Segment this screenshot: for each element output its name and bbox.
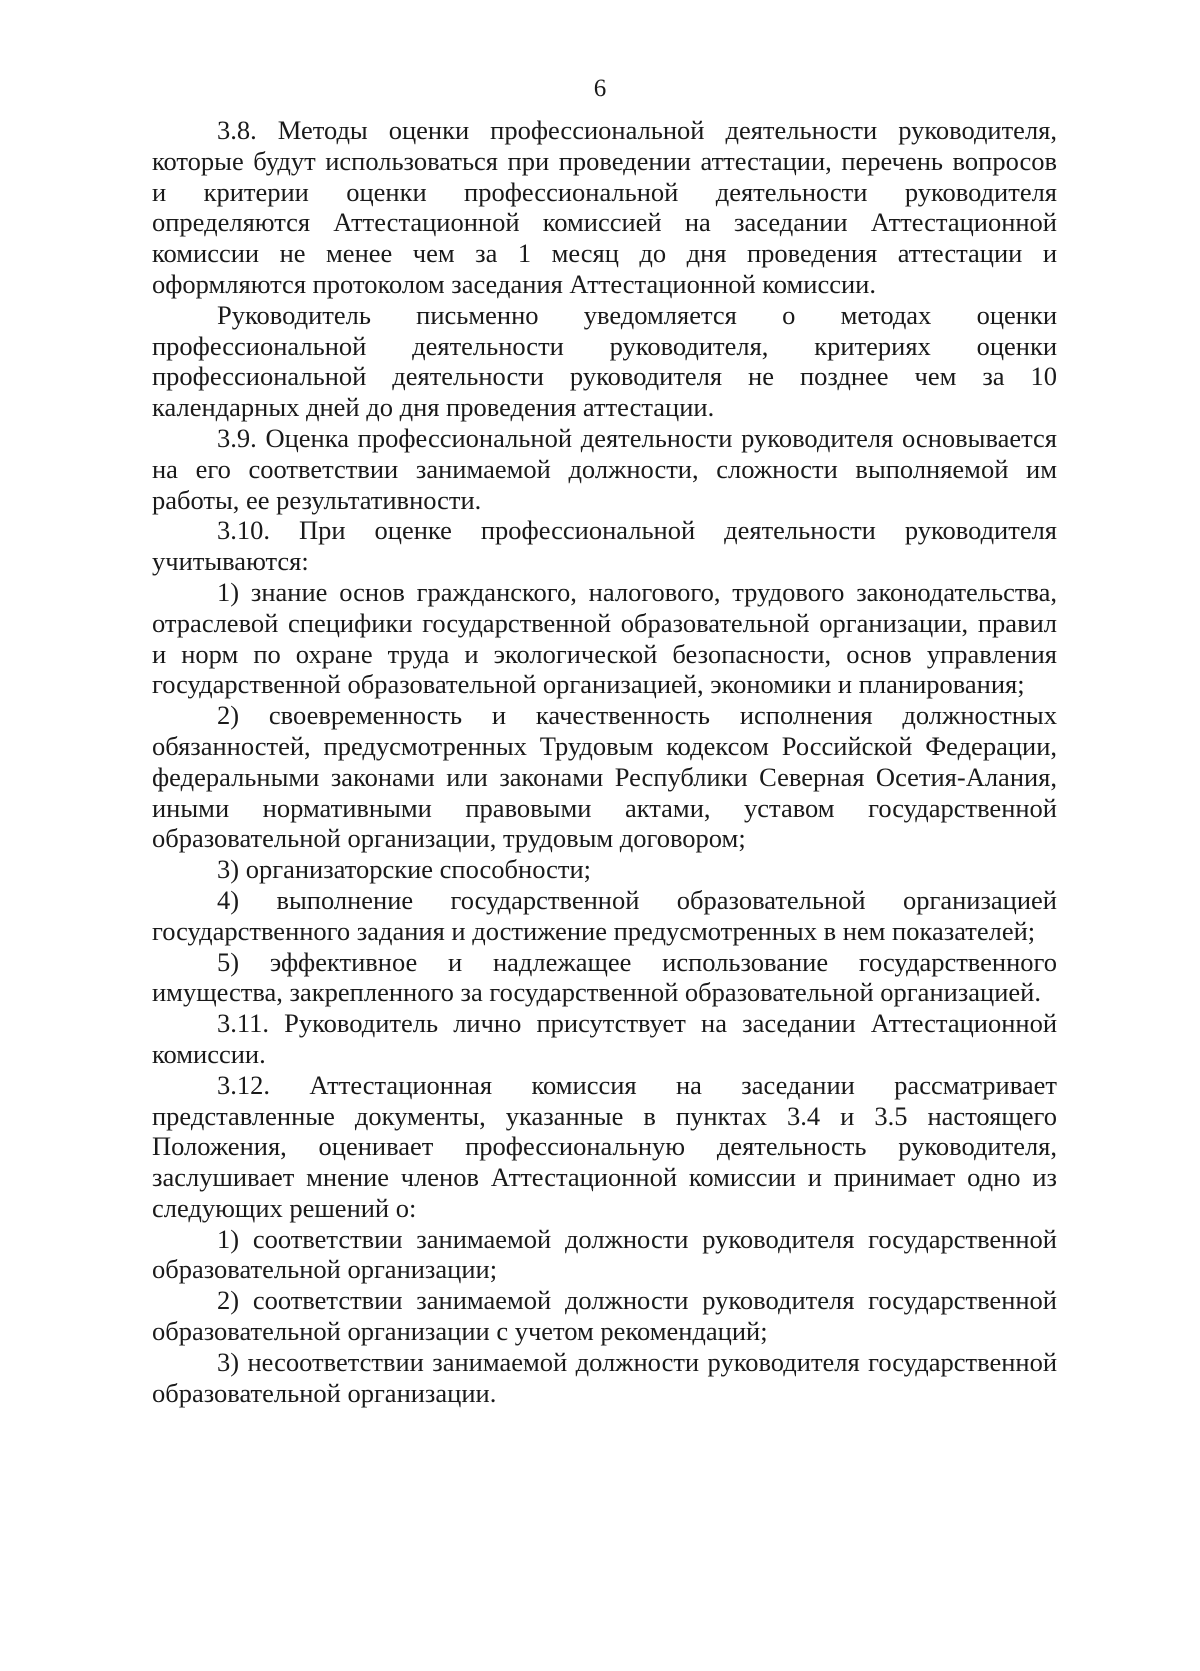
- list-item-4: 4) выполнение государственной образовательной организацией государственного задания и достижение предусмотренных в нем показателей;: [152, 884, 1057, 946]
- page-number: 6: [593, 75, 607, 102]
- document-body: [152, 115, 1057, 1408]
- list-item-5: 5) эффективное и надлежащее использование государственного имущества, закрепленного за государственной образовательной организацией.: [152, 946, 1057, 1008]
- paragraph-3-9: 3.9. Оценка профессиональной деятельности руководителя основывается на его соответствии занимаемой должности, сложности выполняемой им работы, ее результативности.: [152, 422, 1057, 515]
- paragraph-notification: Руководитель письменно уведомляется о методах оценки профессиональной деятельности руководителя, критериях оценки профессиональной деятельности руководителя не позднее чем за 10 календарных дней до дня проведения аттестации.: [152, 299, 1057, 423]
- paragraph-3-8: 3.8. Методы оценки профессиональной деятельности руководителя, которые будут использоваться при проведении аттестации, перечень вопросов и критерии оценки профессиональной деятельности руководителя определяются Аттестационной комиссией на заседании Аттестационной комиссии не менее чем за 1 месяц до дня проведения аттестации и оформляются протоколом заседания Аттестационной комиссии.: [152, 115, 1057, 299]
- paragraph-3-11: 3.11. Руководитель лично присутствует на заседании Аттестационной комиссии.: [152, 1008, 1057, 1069]
- paragraph-3-10: 3.10. При оценке профессиональной деятельности руководителя учитываются:: [152, 515, 1057, 577]
- decision-item-1: 1) соответствии занимаемой должности руководителя государственной образовательной организации;: [152, 1223, 1057, 1285]
- decision-item-2: 2) соответствии занимаемой должности руководителя государственной образовательной организации с учетом рекомендаций;: [152, 1285, 1057, 1347]
- decision-item-3: 3) несоответствии занимаемой должности руководителя государственной образовательной организации.: [152, 1346, 1057, 1408]
- paragraph-3-12: 3.12. Аттестационная комиссия на заседании рассматривает представленные документы, указанные в пунктах 3.4 и 3.5 настоящего Положения, оценивает профессиональную деятельность руководителя, заслушивает мнение членов Аттестационной комиссии и принимает одно из следующих решений о:: [152, 1069, 1057, 1223]
- list-item-3: 3) организаторские способности;: [217, 854, 592, 885]
- list-item-2: 2) своевременность и качественность исполнения должностных обязанностей, предусмотренных Трудовым кодексом Российской Федерации, федеральными законами или законами Республики Северная Осетия-Алания, иными нормативными правовыми актами, уставом государственной образовательной организации, трудовым договором;: [152, 700, 1057, 854]
- list-item-1: 1) знание основ гражданского, налогового, трудового законодательства, отраслевой специфики государственной образовательной организации, правил и норм по охране труда и экологической безопасности, основ управления государственной образовательной организацией, экономики и планирования;: [152, 576, 1057, 700]
